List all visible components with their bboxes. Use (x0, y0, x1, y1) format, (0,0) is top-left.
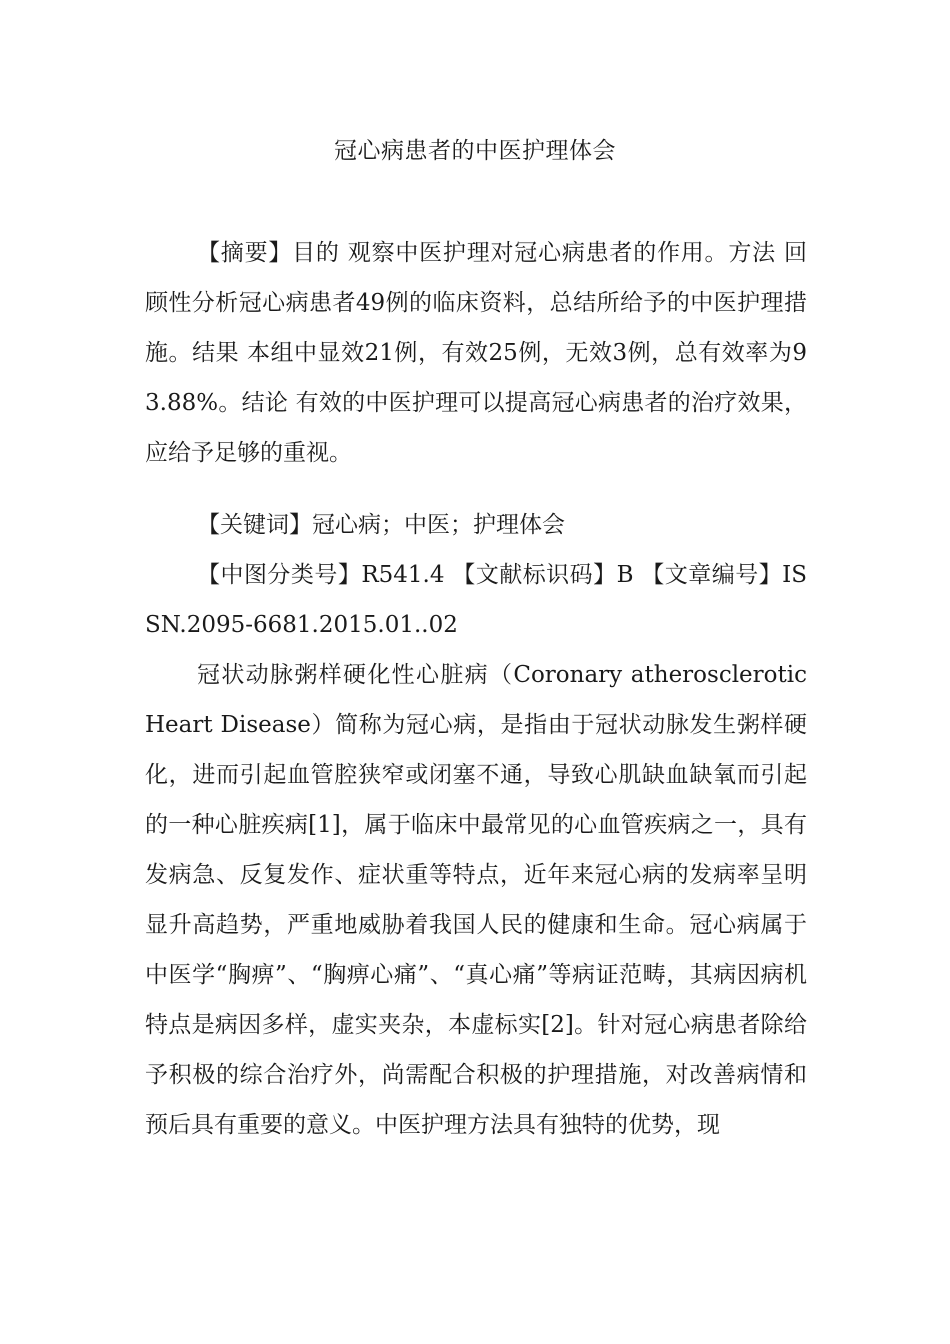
abstract-paragraph: 【摘要】目的 观察中医护理对冠心病患者的作用。方法 回顾性分析冠心病患者49例的临床资料，总结所给予的中医护理措施。结果 本组中显效21例，有效25例，无效3例，总有效率为93.88%。结论 有效的中医护理可以提高冠心病患者的治疗效果，应给予足够的重视。 (145, 240, 807, 466)
keywords-line: 【关键词】冠心病；中医；护理体会 (197, 512, 565, 538)
body-paragraph: 冠状动脉粥样硬化性心脏病（Coronary atherosclerotic Heart Disease）简称为冠心病，是指由于冠状动脉发生粥样硬化，进而引起血管腔狭窄或闭塞不通，导致心肌缺血缺氧而引起的一种心脏疾病[1]，属于临床中最常见的心血管疾病之一，具有发病急、反复发作、症状重等特点，近年来冠心病的发病率呈明显升高趋势，严重地威胁着我国人民的健康和生命。冠心病属于中医学“胸痹”、“胸痹心痛”、“真心痛”等病证范畴，其病因病机特点是病因多样，虚实夹杂，本虚标实[2]。针对冠心病患者除给予积极的综合治疗外，尚需配合积极的护理措施，对改善病情和预后具有重要的意义。中医护理方法具有独特的优势，现 (145, 662, 807, 1138)
document-title: 冠心病患者的中医护理体会 (334, 138, 616, 164)
classification-line: 【中图分类号】R541.4 【文献标识码】B 【文章编号】ISSN.2095-6681.2015.01..02 (145, 562, 807, 638)
